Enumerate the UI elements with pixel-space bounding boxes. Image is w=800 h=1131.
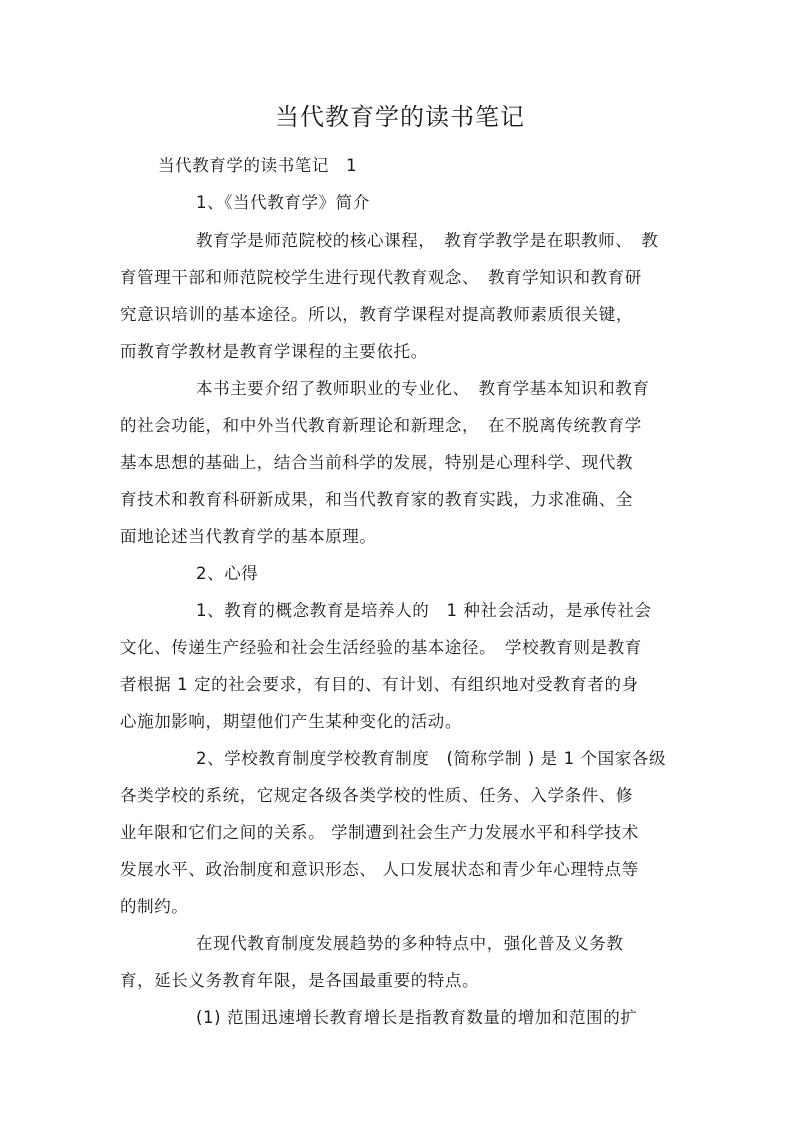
text-line: 1、教育的概念教育是培养人的 1 种社会活动，是承传社会 xyxy=(196,601,652,620)
text-line: 育技术和教育科研新成果，和当代教育家的教育实践，力求准确、全 xyxy=(120,490,633,509)
text-line: 在现代教育制度发展趋势的多种特点中，强化普及义务教 xyxy=(196,934,624,953)
text-line: 发展水平、政治制度和意识形态、 人口发展状态和青少年心理特点等 xyxy=(120,860,639,879)
text-line: 而教育学教材是教育学课程的主要依托。 xyxy=(120,342,428,361)
text-line: 的制约。 xyxy=(120,897,189,916)
text-line: 究意识培训的基本途径。所以，教育学课程对提高教师素质很关键， xyxy=(120,305,633,324)
section-heading: 2、心得 xyxy=(196,564,259,583)
text-line: 基本思想的基础上，结合当前科学的发展，特别是心理科学、现代教 xyxy=(120,453,633,472)
page-title: 当代教育学的读书笔记 xyxy=(275,103,525,131)
text-line: 2、学校教育制度学校教育制度 (简称学制 ) 是 1 个国家各级 xyxy=(196,749,667,768)
text-line: 育，延长义务教育年限，是各国最重要的特点。 xyxy=(120,971,480,990)
text-line: 本书主要介绍了教师职业的专业化、 教育学基本知识和教育 xyxy=(196,379,650,398)
section-heading: 1、《当代教育学》简介 xyxy=(196,193,370,212)
text-line: (1) 范围迅速增长教育增长是指教育数量的增加和范围的扩 xyxy=(196,1008,638,1027)
text-line: 当代教育学的读书笔记 1 xyxy=(158,156,358,175)
text-line: 教育学是师范院校的核心课程， 教育学教学是在职教师、 教 xyxy=(196,231,659,250)
text-line: 文化、传递生产经验和社会生活经验的基本途径。 学校教育则是教育 xyxy=(120,638,642,657)
text-line: 育管理干部和师范院校学生进行现代教育观念、 教育学知识和教育研 xyxy=(120,268,642,287)
text-line: 心施加影响，期望他们产生某种变化的活动。 xyxy=(120,712,462,731)
text-line: 面地论述当代教育学的基本原理。 xyxy=(120,527,377,546)
text-line: 者根据 1 定的社会要求，有目的、有计划、有组织地对受教育者的身 xyxy=(120,675,639,694)
text-line: 各类学校的系统，它规定各级各类学校的性质、任务、入学条件、修 xyxy=(120,786,633,805)
text-line: 的社会功能，和中外当代教育新理论和新理念， 在不脱离传统教育学 xyxy=(120,416,642,435)
text-line: 业年限和它们之间的关系。 学制遭到社会生产力发展水平和科学技术 xyxy=(120,823,639,842)
